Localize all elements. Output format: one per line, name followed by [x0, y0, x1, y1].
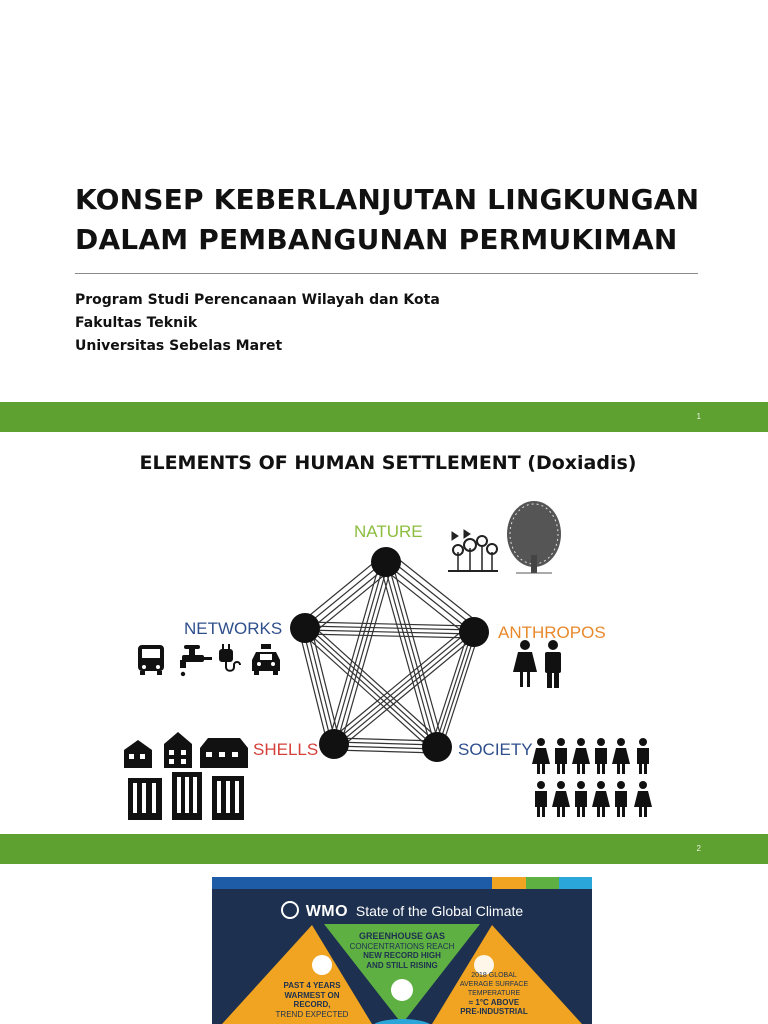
person-figure	[615, 781, 627, 817]
subtitle-faculty: Fakultas Teknik	[75, 315, 198, 331]
person-figure	[572, 738, 590, 774]
node-anthropos	[459, 617, 489, 647]
line-networks-anthropos	[305, 622, 474, 638]
title-line-1: KONSEP KEBERLANJUTAN LINGKUNGAN	[75, 183, 700, 216]
network-lines	[299, 554, 480, 753]
center-text: GREENHOUSE GAS CONCENTRATIONS REACH NEW RECORD HIGH AND STILL RISING	[349, 931, 455, 970]
flowers-icon	[448, 530, 498, 571]
power-plug-icon	[220, 644, 240, 671]
node-nature	[371, 547, 401, 577]
person-figure	[634, 781, 652, 817]
apartment-buildings-icon	[128, 772, 244, 820]
person-figure	[555, 738, 567, 774]
label-anthropos: ANTHROPOS	[498, 623, 606, 642]
slide-2-title-author: (Doxiadis)	[527, 452, 637, 474]
person-figure	[612, 738, 630, 774]
label-nature: NATURE	[354, 522, 423, 541]
tree-icon	[507, 501, 561, 573]
man-icon	[545, 640, 561, 688]
person-figure	[595, 738, 607, 774]
subtitle-program: Program Studi Perencanaan Wilayah dan Kota	[75, 292, 440, 308]
wmo-header	[212, 901, 592, 921]
water-tap-icon	[180, 645, 212, 676]
houses-icon	[124, 732, 248, 768]
person-figure	[592, 781, 610, 817]
line-anthropos-shells	[330, 626, 477, 749]
person-figure	[637, 738, 649, 774]
slide-2-title-main: ELEMENTS OF HUMAN SETTLEMENT	[139, 452, 521, 474]
title-line-2: DALAM PEMBANGUNAN PERMUKIMAN	[75, 223, 678, 256]
wmo-infographic	[212, 877, 592, 1024]
wmo-header-title: State of the Global Climate	[355, 903, 524, 919]
person-figure	[532, 738, 550, 774]
node-shells	[319, 729, 349, 759]
label-society: SOCIETY	[458, 740, 533, 759]
page-number-2: 2	[696, 844, 701, 853]
person-figure	[575, 781, 587, 817]
left-text: PAST 4 YEARS WARMEST ON RECORD, TREND EXPECTED	[275, 981, 349, 1019]
wmo-logo: WMO	[305, 903, 349, 920]
person-figure	[552, 781, 570, 817]
label-shells: SHELLS	[253, 740, 319, 759]
node-networks	[290, 613, 320, 643]
slide-2-footer-bar	[0, 834, 768, 864]
crowd-icon	[532, 738, 652, 817]
line-nature-shells	[328, 562, 392, 747]
woman-icon	[513, 640, 537, 687]
page-number-1: 1	[696, 412, 701, 421]
un-emblem-icon	[281, 901, 299, 919]
bus-icon	[138, 645, 164, 675]
label-networks: NETWORKS	[184, 619, 283, 638]
person-figure	[535, 781, 547, 817]
line-networks-society	[302, 624, 443, 752]
node-society	[422, 732, 452, 762]
subtitle-university: Universitas Sebelas Maret	[75, 338, 283, 354]
right-text: 2018 GLOBAL AVERAGE SURFACE TEMPERATURE ≈ 1°C ABOVE PRE-INDUSTRIAL	[459, 972, 529, 1016]
taxi-icon	[252, 644, 280, 675]
